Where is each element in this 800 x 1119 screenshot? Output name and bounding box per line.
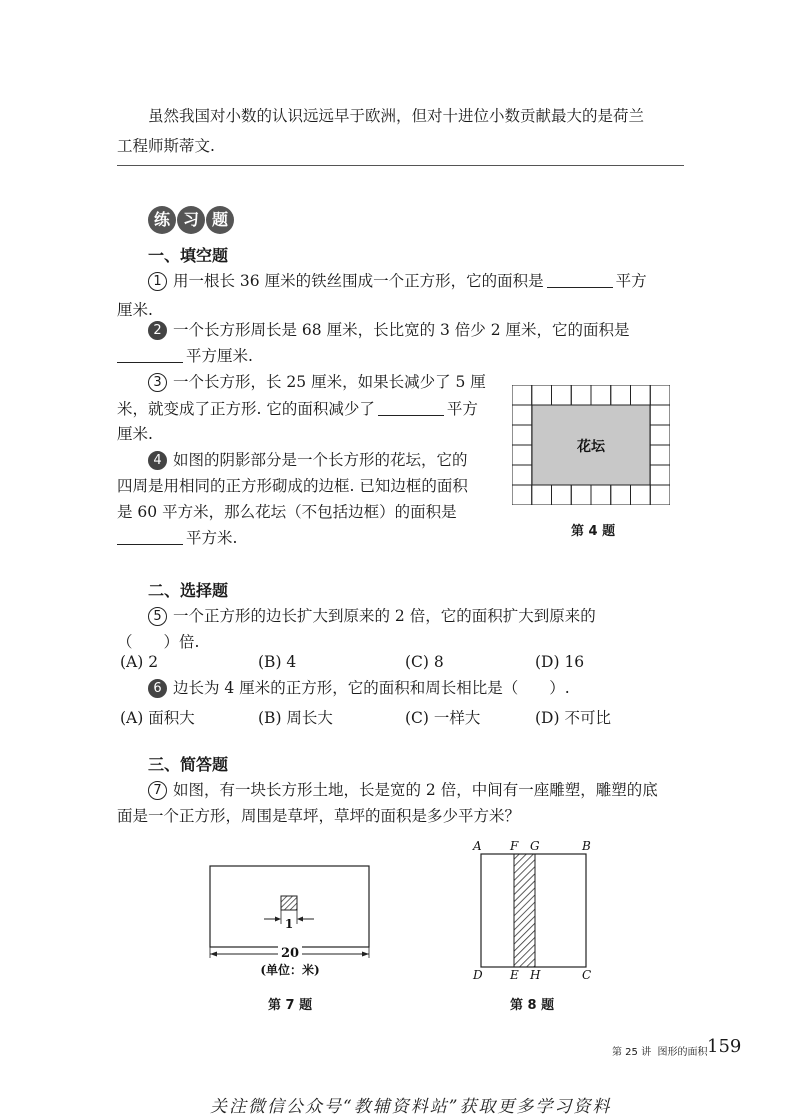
- border-square: [650, 485, 670, 505]
- border-square: [512, 405, 532, 425]
- q2-number: 2: [148, 321, 167, 340]
- border-square: [571, 385, 591, 405]
- figure-8: [466, 836, 606, 986]
- label-d: D: [473, 968, 483, 982]
- intro-line-2: 工程师斯蒂文.: [117, 137, 215, 155]
- q7-number: 7: [148, 781, 167, 800]
- footer-chapter: [612, 1043, 707, 1058]
- q3-text-c: 平方: [446, 400, 478, 418]
- q5-line-2: （ ）倍.: [117, 633, 200, 651]
- q3-number: 3: [148, 373, 167, 392]
- q6-text: 边长为 4 厘米的正方形，它的面积和周长相比是（ ）.: [173, 679, 570, 697]
- border-square: [611, 385, 631, 405]
- q6-option-b[interactable]: (B) 周长大: [258, 709, 333, 727]
- q5-option-b[interactable]: (B) 4: [258, 653, 297, 671]
- q6-number: 6: [148, 679, 167, 698]
- border-square: [650, 465, 670, 485]
- border-square: [532, 485, 552, 505]
- border-square: [591, 385, 611, 405]
- question-6: [148, 672, 570, 704]
- q1-blank: [547, 272, 613, 288]
- q4-line-2: 四周是用相同的正方形砌成的边框. 已知边框的面积: [117, 477, 468, 495]
- fig4-caption: 第 4 题: [571, 524, 616, 539]
- exercise-title: [148, 206, 235, 234]
- q3-text-b: 米，就变成了正方形. 它的面积减少了: [117, 400, 375, 418]
- footer-chapter-num: 第 25 讲: [612, 1047, 652, 1058]
- border-square: [552, 385, 572, 405]
- intro-line-1: 虽然我国对小数的认识远远早于欧洲，但对十进位小数贡献最大的是荷兰: [148, 107, 645, 125]
- label-a: A: [473, 839, 482, 853]
- q5-number: 5: [148, 607, 167, 626]
- title-char-1: 练: [148, 206, 176, 234]
- section-title-choice: 二、选择题: [148, 581, 229, 600]
- divider: [117, 165, 684, 166]
- q4-line-4: [117, 522, 237, 554]
- label-c: C: [582, 968, 592, 982]
- q2-text: 一个长方形周长是 68 厘米，长比宽的 3 倍少 2 厘米，它的面积是: [173, 321, 630, 339]
- label-b: B: [582, 839, 591, 853]
- border-square: [631, 485, 651, 505]
- page-number: 159: [707, 1036, 742, 1057]
- label-h: H: [530, 968, 541, 982]
- q3-text: 一个长方形，长 25 厘米，如果长减少了 5 厘: [173, 373, 486, 391]
- border-square: [552, 485, 572, 505]
- border-square: [512, 445, 532, 465]
- border-square: [631, 385, 651, 405]
- watermark: 关注微信公众号“教辅资料站”获取更多学习资料: [210, 1097, 612, 1117]
- width-arrow-right: [362, 952, 369, 957]
- border-square: [571, 485, 591, 505]
- q3-line-2: [117, 393, 478, 425]
- q5-text: 一个正方形的边长扩大到原来的 2 倍，它的面积扩大到原来的: [173, 607, 596, 625]
- border-square: [650, 405, 670, 425]
- border-square: [650, 445, 670, 465]
- q1-line-2: 厘米.: [117, 301, 153, 319]
- figure-4: [512, 385, 670, 505]
- sculpture-size-label: 1: [284, 917, 294, 931]
- label-e: E: [510, 968, 519, 982]
- question-1: [148, 265, 647, 297]
- q1-text: 用一根长 36 厘米的铁丝围成一个正方形，它的面积是: [173, 272, 544, 290]
- width-arrow-left: [210, 952, 217, 957]
- width-label: 20: [280, 946, 300, 961]
- border-square: [650, 385, 670, 405]
- question-5: [148, 600, 596, 632]
- q5-option-c[interactable]: (C) 8: [405, 653, 444, 671]
- q7-line-2: 面是一个正方形，周围是草坪，草坪的面积是多少平方米？: [117, 807, 521, 825]
- border-square: [650, 425, 670, 445]
- q4-blank: [117, 529, 183, 545]
- q4-number: 4: [148, 451, 167, 470]
- fig7-caption: 第 7 题: [268, 998, 313, 1013]
- q1-number: 1: [148, 272, 167, 291]
- unit-label: (单位：米): [260, 963, 320, 977]
- hatched-strip: [514, 854, 535, 967]
- border-square: [591, 485, 611, 505]
- label-g: G: [530, 839, 540, 853]
- section-title-short-answer: 三、简答题: [148, 755, 229, 774]
- border-square: [512, 425, 532, 445]
- q7-text: 如图，有一块长方形土地，长是宽的 2 倍，中间有一座雕塑，雕塑的底: [173, 781, 658, 799]
- q4-text: 如图的阴影部分是一个长方形的花坛，它的: [173, 451, 468, 469]
- arrow-head-left: [275, 917, 281, 922]
- q4-line-3: 是 60 平方米，那么花坛（不包括边框）的面积是: [117, 503, 457, 521]
- q5-option-a[interactable]: (A) 2: [120, 653, 159, 671]
- border-square: [532, 385, 552, 405]
- q1-text-tail: 平方: [615, 272, 647, 290]
- q4-text-d: 平方米.: [186, 529, 238, 547]
- q6-option-c[interactable]: (C) 一样大: [405, 709, 481, 727]
- flower-bed-label: 花坛: [577, 439, 605, 455]
- q2-text-tail: 平方厘米.: [186, 347, 253, 365]
- section-title-fill-in: 一、填空题: [148, 246, 229, 265]
- q3-blank: [378, 400, 444, 416]
- border-square: [512, 485, 532, 505]
- border-square: [512, 385, 532, 405]
- label-f: F: [510, 839, 519, 853]
- q3-line-3: 厘米.: [117, 425, 153, 443]
- arrow-head-right: [297, 917, 303, 922]
- figure-7: [200, 858, 380, 988]
- q6-option-a[interactable]: (A) 面积大: [120, 709, 195, 727]
- sculpture-square: [281, 896, 297, 910]
- q6-option-d[interactable]: (D) 不可比: [535, 709, 611, 727]
- q2-blank: [117, 347, 183, 363]
- border-square: [611, 485, 631, 505]
- title-char-2: 习: [177, 206, 205, 234]
- fig8-caption: 第 8 题: [510, 998, 555, 1013]
- footer-topic: 图形的面积: [657, 1047, 708, 1058]
- title-char-3: 题: [206, 206, 234, 234]
- border-square: [512, 465, 532, 485]
- q5-option-d[interactable]: (D) 16: [535, 653, 585, 671]
